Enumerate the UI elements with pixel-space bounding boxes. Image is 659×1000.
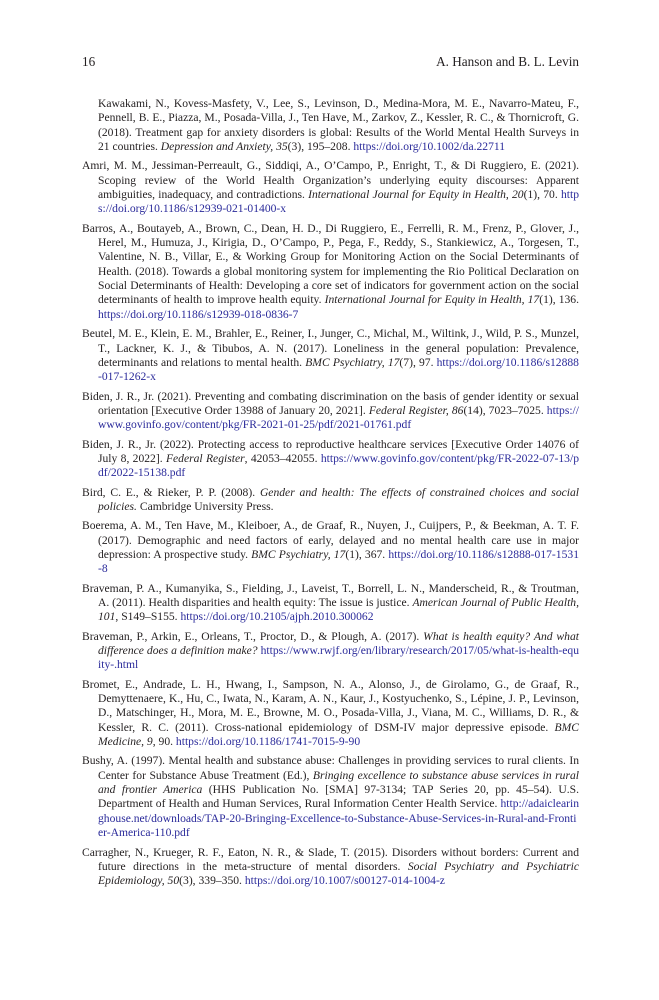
reference-source: Federal Register, 86 — [368, 403, 464, 417]
reference-link[interactable]: https://doi.org/10.1002/da.22711 — [353, 140, 506, 154]
reference-details: , S149–S155. — [115, 610, 181, 624]
reference-authors-title: Kawakami, N., Kovess-Masfety, V., Lee, S., Levinson, D., Medina-Mora, M. E., Navarro-Mateu, F., Pennell, B. E., Piazza, M., Posada-Villa, J., Ten Have, M., Zarkov, Z., Kessler, R. C., & Thornicroft, G. (2018). Treatment gap for anxiety disorders is global: Results of the World Mental Health Surveys in 21 countries. — [98, 97, 579, 154]
reference-entry — [82, 486, 579, 515]
reference-link[interactable]: https://www.govinfo.gov/content/pkg/FR-2022-07-13/pdf/2022-15138.pdf — [98, 451, 579, 480]
reference-source: BMC Psychiatry, 17 — [305, 355, 400, 369]
running-head: A. Hanson and B. L. Levin — [436, 54, 579, 69]
reference-authors-title: Amri, M. M., Jessiman-Perreault, G., Siddiqi, A., O’Campo, P., Enright, T., & Di Ruggiero, E. (2021). Scoping review of the World Health Organization’s underlying equity discourses: Apparent ambiguities, inadequacy, and contradictions. — [82, 159, 579, 202]
reference-authors-title: Biden, J. R., Jr. (2021). Preventing and combating discrimination on the basis of gender identity or sexual orientation [Executive Order 13988 of January 20, 2021]. — [82, 389, 579, 417]
reference-details: , 90. — [152, 735, 176, 749]
reference-entry — [82, 438, 579, 481]
reference-details: (7), 97. — [399, 355, 437, 369]
reference-authors-title: Carragher, N., Krueger, R. F., Eaton, N. R., & Slade, T. (2015). Disorders without borders: Current and future directions in the meta-structure of mental disorders. — [82, 845, 579, 873]
reference-entry — [82, 678, 579, 750]
reference-link[interactable]: http://adaiclearinghouse.net/downloads/TAP-20-Bringing-Excellence-to-Substance-Abuse-Services-in-Rural-and-Frontier-America-110.pdf — [98, 797, 579, 840]
reference-source: Gender and health: The effects of constrained choices and social policies. — [98, 485, 579, 513]
reference-details: (1), 367. — [345, 547, 389, 561]
reference-source: Bringing excellence to substance abuse services in rural and frontier America — [98, 768, 579, 797]
reference-source: What is health equity? And what difference does a definition make? — [98, 629, 579, 658]
reference-entry — [82, 97, 579, 154]
reference-link[interactable]: https://doi.org/10.1186/s12939-018-0836-7 — [98, 307, 299, 321]
reference-source: BMC Psychiatry, 17 — [251, 547, 346, 561]
reference-entry — [82, 846, 579, 889]
reference-source: International Journal for Equity in Health, 17 — [324, 293, 540, 307]
reference-link[interactable]: https://doi.org/10.1007/s00127-014-1004-z — [244, 874, 445, 888]
reference-details: (HHS Publication No. [SMA] 97-3134; TAP Series 20, pp. 45–54). U.S. Department of Health and Human Services, Rural Information Center Health Service. — [98, 783, 579, 811]
reference-source: International Journal for Equity in Health, 20 — [308, 188, 524, 202]
reference-entry — [82, 519, 579, 576]
reference-details: (3), 195–208. — [287, 140, 354, 154]
reference-entry — [82, 754, 579, 840]
reference-details: (1), 136. — [539, 293, 579, 307]
reference-source: BMC Medicine, 9 — [98, 720, 579, 749]
reference-authors-title: Bird, C. E., & Rieker, P. P. (2008). — [82, 485, 260, 499]
page-number: 16 — [82, 54, 96, 69]
reference-link[interactable]: https://doi.org/10.2105/ajph.2010.300062 — [180, 610, 374, 624]
reference-entry — [82, 390, 579, 433]
reference-source: Social Psychiatry and Psychiatric Epidemiology, 50 — [98, 859, 579, 888]
reference-authors-title: Braveman, P., Arkin, E., Orleans, T., Proctor, D., & Plough, A. (2017). — [82, 629, 424, 643]
reference-details: , 42053–42055. — [244, 451, 321, 465]
reference-entry — [82, 222, 579, 322]
reference-authors-title: Beutel, M. E., Klein, E. M., Brahler, E., Reiner, I., Junger, C., Michal, M., Wiltink, J., Wild, P. S., Munzel, T., Lackner, K. J., & Tibubos, A. N. (2017). Loneliness in the general population: Prevalence, determinants and relations to mental health. — [82, 327, 579, 369]
reference-authors-title: Braveman, P. A., Kumanyika, S., Fielding, J., Laveist, T., Borrell, L. N., Manderscheid, R., & Troutman, A. (2011). Health disparities and health equity: The issue is justice. — [82, 581, 579, 609]
reference-source: American Journal of Public Health, 101 — [98, 596, 579, 624]
reference-details: (3), 339–350. — [179, 874, 245, 888]
reference-entry — [82, 159, 579, 216]
reference-entry — [82, 327, 579, 384]
reference-entry — [82, 630, 579, 673]
reference-details: (1), 70. — [523, 188, 561, 202]
reference-details: Cambridge University Press. — [136, 499, 274, 513]
reference-link[interactable]: https://doi.org/10.1186/1741-7015-9-90 — [175, 735, 361, 749]
reference-authors-title: Bromet, E., Andrade, L. H., Hwang, I., Sampson, N. A., Alonso, J., de Girolamo, G., de Graaf, R., Demyttenaere, K., Hu, C., Iwata, N., Karam, A. N., Kaur, J., Kostyuchenko, S., Lépine, J. P., Levinson, D., Matschinger, H., Mora, M. E., Browne, M. O., Posada-Villa, J., Viana, M. C., Williams, D. R., & Kessler, R. C. (2011). Cross-national epidemiology of DSM-IV major depressive episode. — [82, 677, 579, 734]
reference-link[interactable]: https://www.rwjf.org/en/library/research/2017/05/what-is-health-equity-.html — [98, 644, 579, 672]
reference-list — [82, 97, 579, 894]
reference-entry — [82, 582, 579, 625]
reference-authors-title: Biden, J. R., Jr. (2022). Protecting access to reproductive healthcare services [Executive Order 14076 of July 8, 2022]. — [82, 437, 579, 465]
reference-link[interactable]: https://doi.org/10.1186/s12888-017-1531-8 — [98, 547, 579, 576]
reference-link[interactable]: https://www.govinfo.gov/content/pkg/FR-2021-01-25/pdf/2021-01761.pdf — [98, 403, 579, 432]
reference-details: (14), 7023–7025. — [463, 403, 547, 417]
reference-authors-title: Boerema, A. M., Ten Have, M., Kleiboer, A., de Graaf, R., Nuyen, J., Cuijpers, P., & Beekman, A. T. F. (2017). Demographic and need factors of early, delayed and no mental health care use in major depression: A prospective study. — [82, 519, 579, 561]
reference-link[interactable]: https://doi.org/10.1186/s12888-017-1262-x — [98, 355, 579, 384]
reference-link[interactable]: https://doi.org/10.1186/s12939-021-01400-x — [98, 188, 579, 216]
reference-source: Federal Register — [165, 451, 245, 465]
reference-authors-title: Barros, A., Boutayeb, A., Brown, C., Dean, H. D., Di Ruggiero, E., Ferrelli, R. M., Frenz, P., Glover, J., Herel, M., Humuza, J., Kirigia, D., O’Campo, P., Pega, F., Reddy, S., Stankiewicz, A., Torgesen, T., Valentine, N. B., Villar, E., & Working Group for Monitoring Action on the Social Determinants of Health. (2018). Towards a global monitoring system for implementing the Rio Political Declaration on Social Determinants of Health: Developing a core set of indicators for government action on the social determinants of health to improve health equity. — [82, 221, 579, 307]
page-header — [82, 54, 579, 72]
reference-source: Depression and Anxiety, 35 — [160, 140, 288, 154]
reference-authors-title: Bushy, A. (1997). Mental health and substance abuse: Challenges in providing services to rural clients. In Center for Substance Abuse Treatment (Ed.), — [82, 754, 579, 782]
